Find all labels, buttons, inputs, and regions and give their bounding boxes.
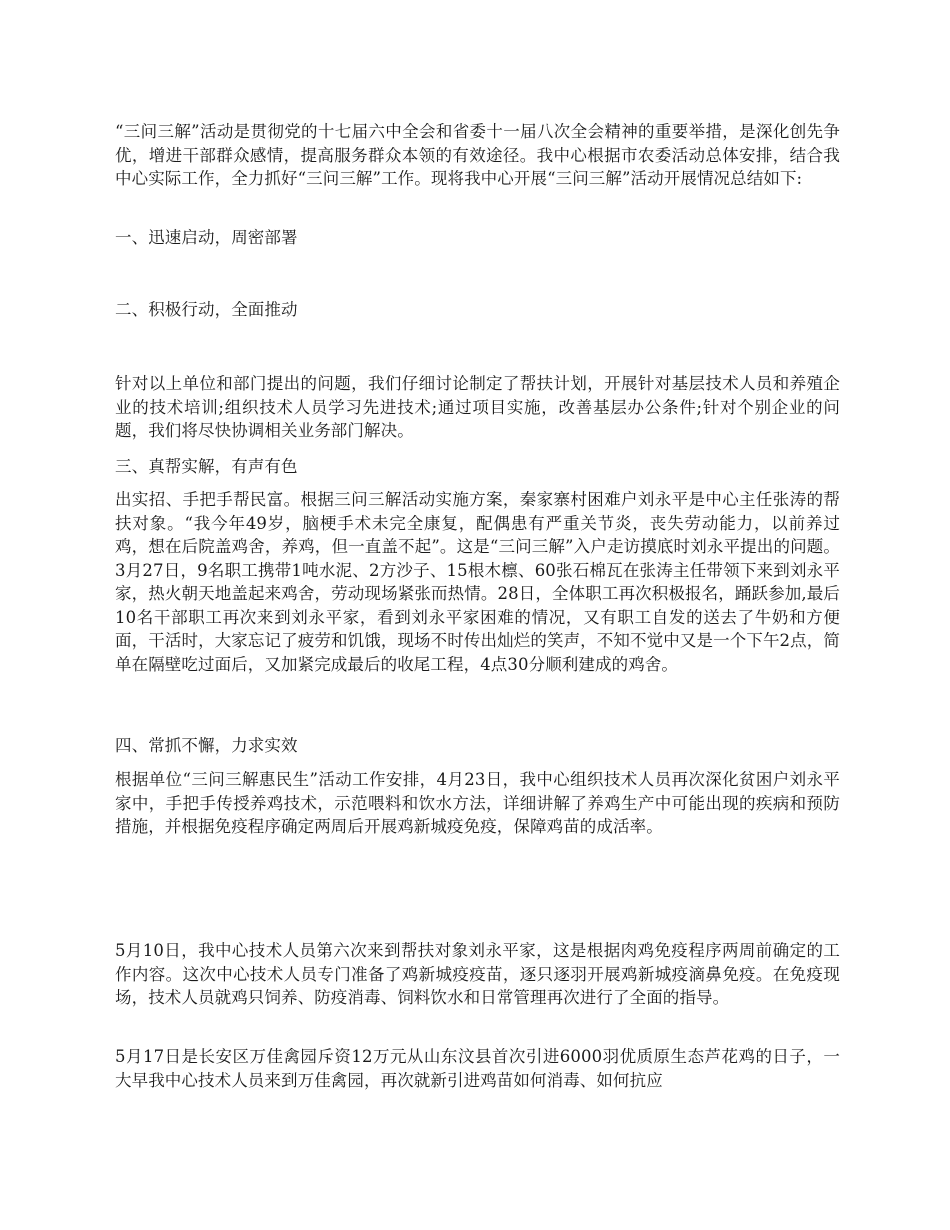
section-4-paragraph: 根据单位“三问三解惠民生”活动工作安排，4月23日，我中心组织技术人员再次深化贫困户刘永平家中，手把手传授养鸡技术，示范喂料和饮水方法，详细讲解了养鸡生产中可能出现的疾病和预防措施，并根据免疫程序确定两周后开展鸡新城疫免疫，保障鸡苗的成活率。	[115, 770, 840, 836]
section-heading-3: 三、真帮实解，有声有色	[115, 457, 298, 476]
section-2-paragraph: 针对以上单位和部门提出的问题，我们仔细讨论制定了帮扶计划，开展针对基层技术人员和养殖企业的技术培训;组织技术人员学习先进技术;通过项目实施，改善基层办公条件;针对个别企业的问题，我们将尽快协调相关业务部门解决。	[115, 374, 840, 440]
section-heading-1: 一、迅速启动，周密部署	[115, 228, 298, 247]
may-17-paragraph: 5月17日是长安区万佳禽园斥资12万元从山东汶县首次引进6000羽优质原生态芦花鸡的日子，一大早我中心技术人员来到万佳禽园，再次就新引进鸡苗如何消毒、如何抗应	[115, 1047, 840, 1090]
may-10-paragraph: 5月10日，我中心技术人员第六次来到帮扶对象刘永平家，这是根据肉鸡免疫程序两周前确定的工作内容。这次中心技术人员专门准备了鸡新城疫疫苗，逐只逐羽开展鸡新城疫滴鼻免疫。在免疫现场，技术人员就鸡只饲养、防疫消毒、饲料饮水和日常管理再次进行了全面的指导。	[115, 941, 840, 1007]
section-heading-4: 四、常抓不懈，力求实效	[115, 736, 298, 755]
section-heading-2: 二、积极行动，全面推动	[115, 300, 298, 319]
intro-paragraph: “三问三解”活动是贯彻党的十七届六中全会和省委十一届八次全会精神的重要举措，是深化创先争优，增进干部群众感情，提高服务群众本领的有效途径。我中心根据市农委活动总体安排，结合我中心实际工作，全力抓好“三问三解”工作。现将我中心开展“三问三解”活动开展情况总结如下:	[115, 122, 840, 188]
section-3-paragraph: 出实招、手把手帮民富。根据三问三解活动实施方案，秦家寨村困难户刘永平是中心主任张涛的帮扶对象。“我今年49岁，脑梗手术未完全康复，配偶患有严重关节炎，丧失劳动能力，以前养过鸡，想在后院盖鸡舍，养鸡，但一直盖不起”。这是“三问三解”入户走访摸底时刘永平提出的问题。3月27日，9名职工携带1吨水泥、2方沙子、15根木檩、60张石棉瓦在张涛主任带领下来到刘永平家，热火朝天地盖起来鸡舍，劳动现场紧张而热情。28日，全体职工再次积极报名，踊跃参加,最后10名干部职工再次来到刘永平家，看到刘永平家困难的情况，又有职工自发的送去了牛奶和方便面，干活时，大家忘记了疲劳和饥饿，现场不时传出灿烂的笑声，不知不觉中又是一个下午2点，简单在隔壁吃过面后，又加紧完成最后的收尾工程，4点30分顺利建成的鸡舍。	[115, 490, 840, 674]
